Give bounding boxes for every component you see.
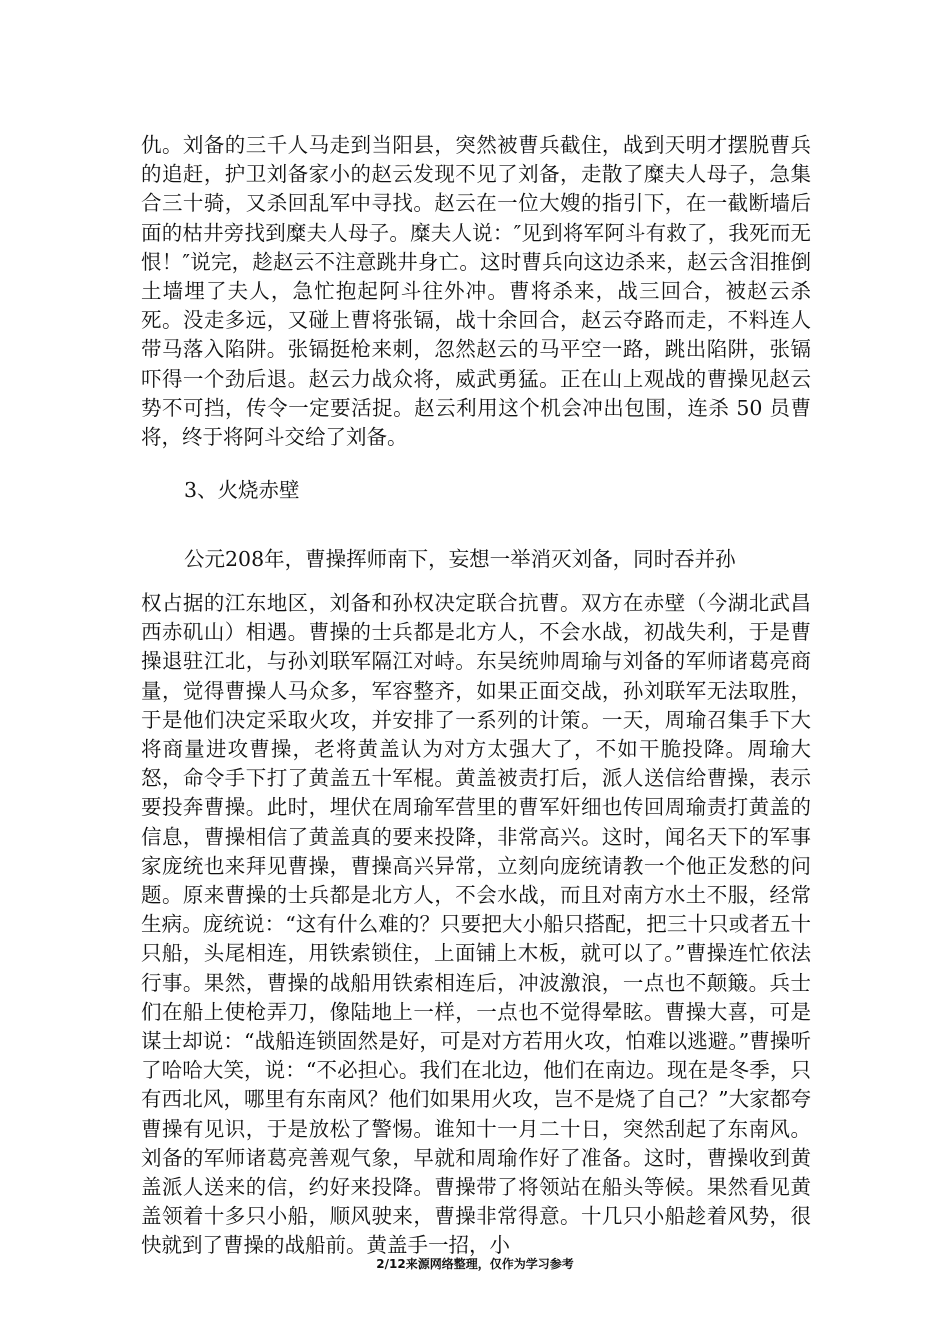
- paragraph-zhao-yun: 仇。刘备的三千人马走到当阳县，突然被曹兵截住，战到天明才摆脱曹兵的追赶，护卫刘备家小的赵云发现不见了刘备，走散了糜夫人母子，急集合三十骑，又杀回乱军中寻找。赵云在一位大嫂的指引下，在一截断墙后面的枯井旁找到糜夫人母子。糜夫人说：″见到将军阿斗有救了，我死而无恨！″说完，趁赵云不注意跳井身亡。这时曹兵向这边杀来，赵云含泪推倒土墙埋了夫人，急忙抱起阿斗往外冲。曹将杀来，战三回合，被赵云杀死。没走多远，又碰上曹将张镉，战十余回合，赵云夺路而走，不料连人带马落入陷阱。张镉挺枪来刺，忽然赵云的马平空一路，跳出陷阱，张镉吓得一个劲后退。赵云力战众将，威武勇猛。正在山上观战的曹操见赵云势不可挡，传令一定要活捉。赵云利用这个机会冲出包围，连杀 50 员曹将，终于将阿斗交给了刘备。: [141, 133, 811, 450]
- page-footer: 2/12来源网络整理，仅作为学习参考: [376, 1257, 574, 1271]
- paragraph-red-cliffs-first-line: 公元208年，曹操挥师南下，妄想一举消灭刘备，同时吞并孙: [184, 547, 736, 571]
- section-heading: 3、火烧赤壁: [184, 478, 300, 502]
- paragraph-red-cliffs-body: 权占据的江东地区，刘备和孙权决定联合抗曹。双方在赤壁（今湖北武昌西赤矶山）相遇。曹操的士兵都是北方人，不会水战，初战失利，于是曹操退驻江北，与孙刘联军隔江对峙。东吴统帅周瑜与刘备的军师诸葛亮商量，觉得曹操人马众多，军容整齐，如果正面交战，孙刘联军无法取胜，于是他们决定采取火攻，并安排了一系列的计策。一天，周瑜召集手下大将商量进攻曹操，老将黄盖认为对方太强大了，不如干脆投降。周瑜大怒，命令手下打了黄盖五十军棍。黄盖被责打后，派人送信给曹操，表示要投奔曹操。此时，埋伏在周瑜军营里的曹军奸细也传回周瑜责打黄盖的信息，曹操相信了黄盖真的要来投降，非常高兴。这时，闻名天下的军事家庞统也来拜见曹操，曹操高兴异常，立刻向庞统请教一个他正发愁的问题。原来曹操的士兵都是北方人，不会水战，而且对南方水土不服，经常生病。庞统说：“这有什么难的？只要把大小船只搭配，把三十只或者五十只船，头尾相连，用铁索锁住，上面铺上木板，就可以了。”曹操连忙依法行事。果然，曹操的战船用铁索相连后，冲波激浪，一点也不颠簸。兵士们在船上使枪弄刀，像陆地上一样，一点也不觉得晕眩。曹操大喜，可是谋士却说：“战船连锁固然是好，可是对方若用火攻，怕难以逃避。”曹操听了哈哈大笑，说：“不必担心。我们在北边，他们在南边。现在是冬季，只有西北风，哪里有东南风？他们如果用火攻，岂不是烧了自己？”大家都夸曹操有见识，于是放松了警惕。谁知十一月二十日，突然刮起了东南风。刘备的军师诸葛亮善观气象，早就和周瑜作好了准备。这时，曹操收到黄盖派人送来的信，约好来投降。曹操带了将领站在船头等候。果然看见黄盖领着十多只小船，顺风驶来，曹操非常得意。十几只小船趁着风势，很快就到了曹操的战船前。黄盖手一招，小: [141, 591, 811, 1258]
